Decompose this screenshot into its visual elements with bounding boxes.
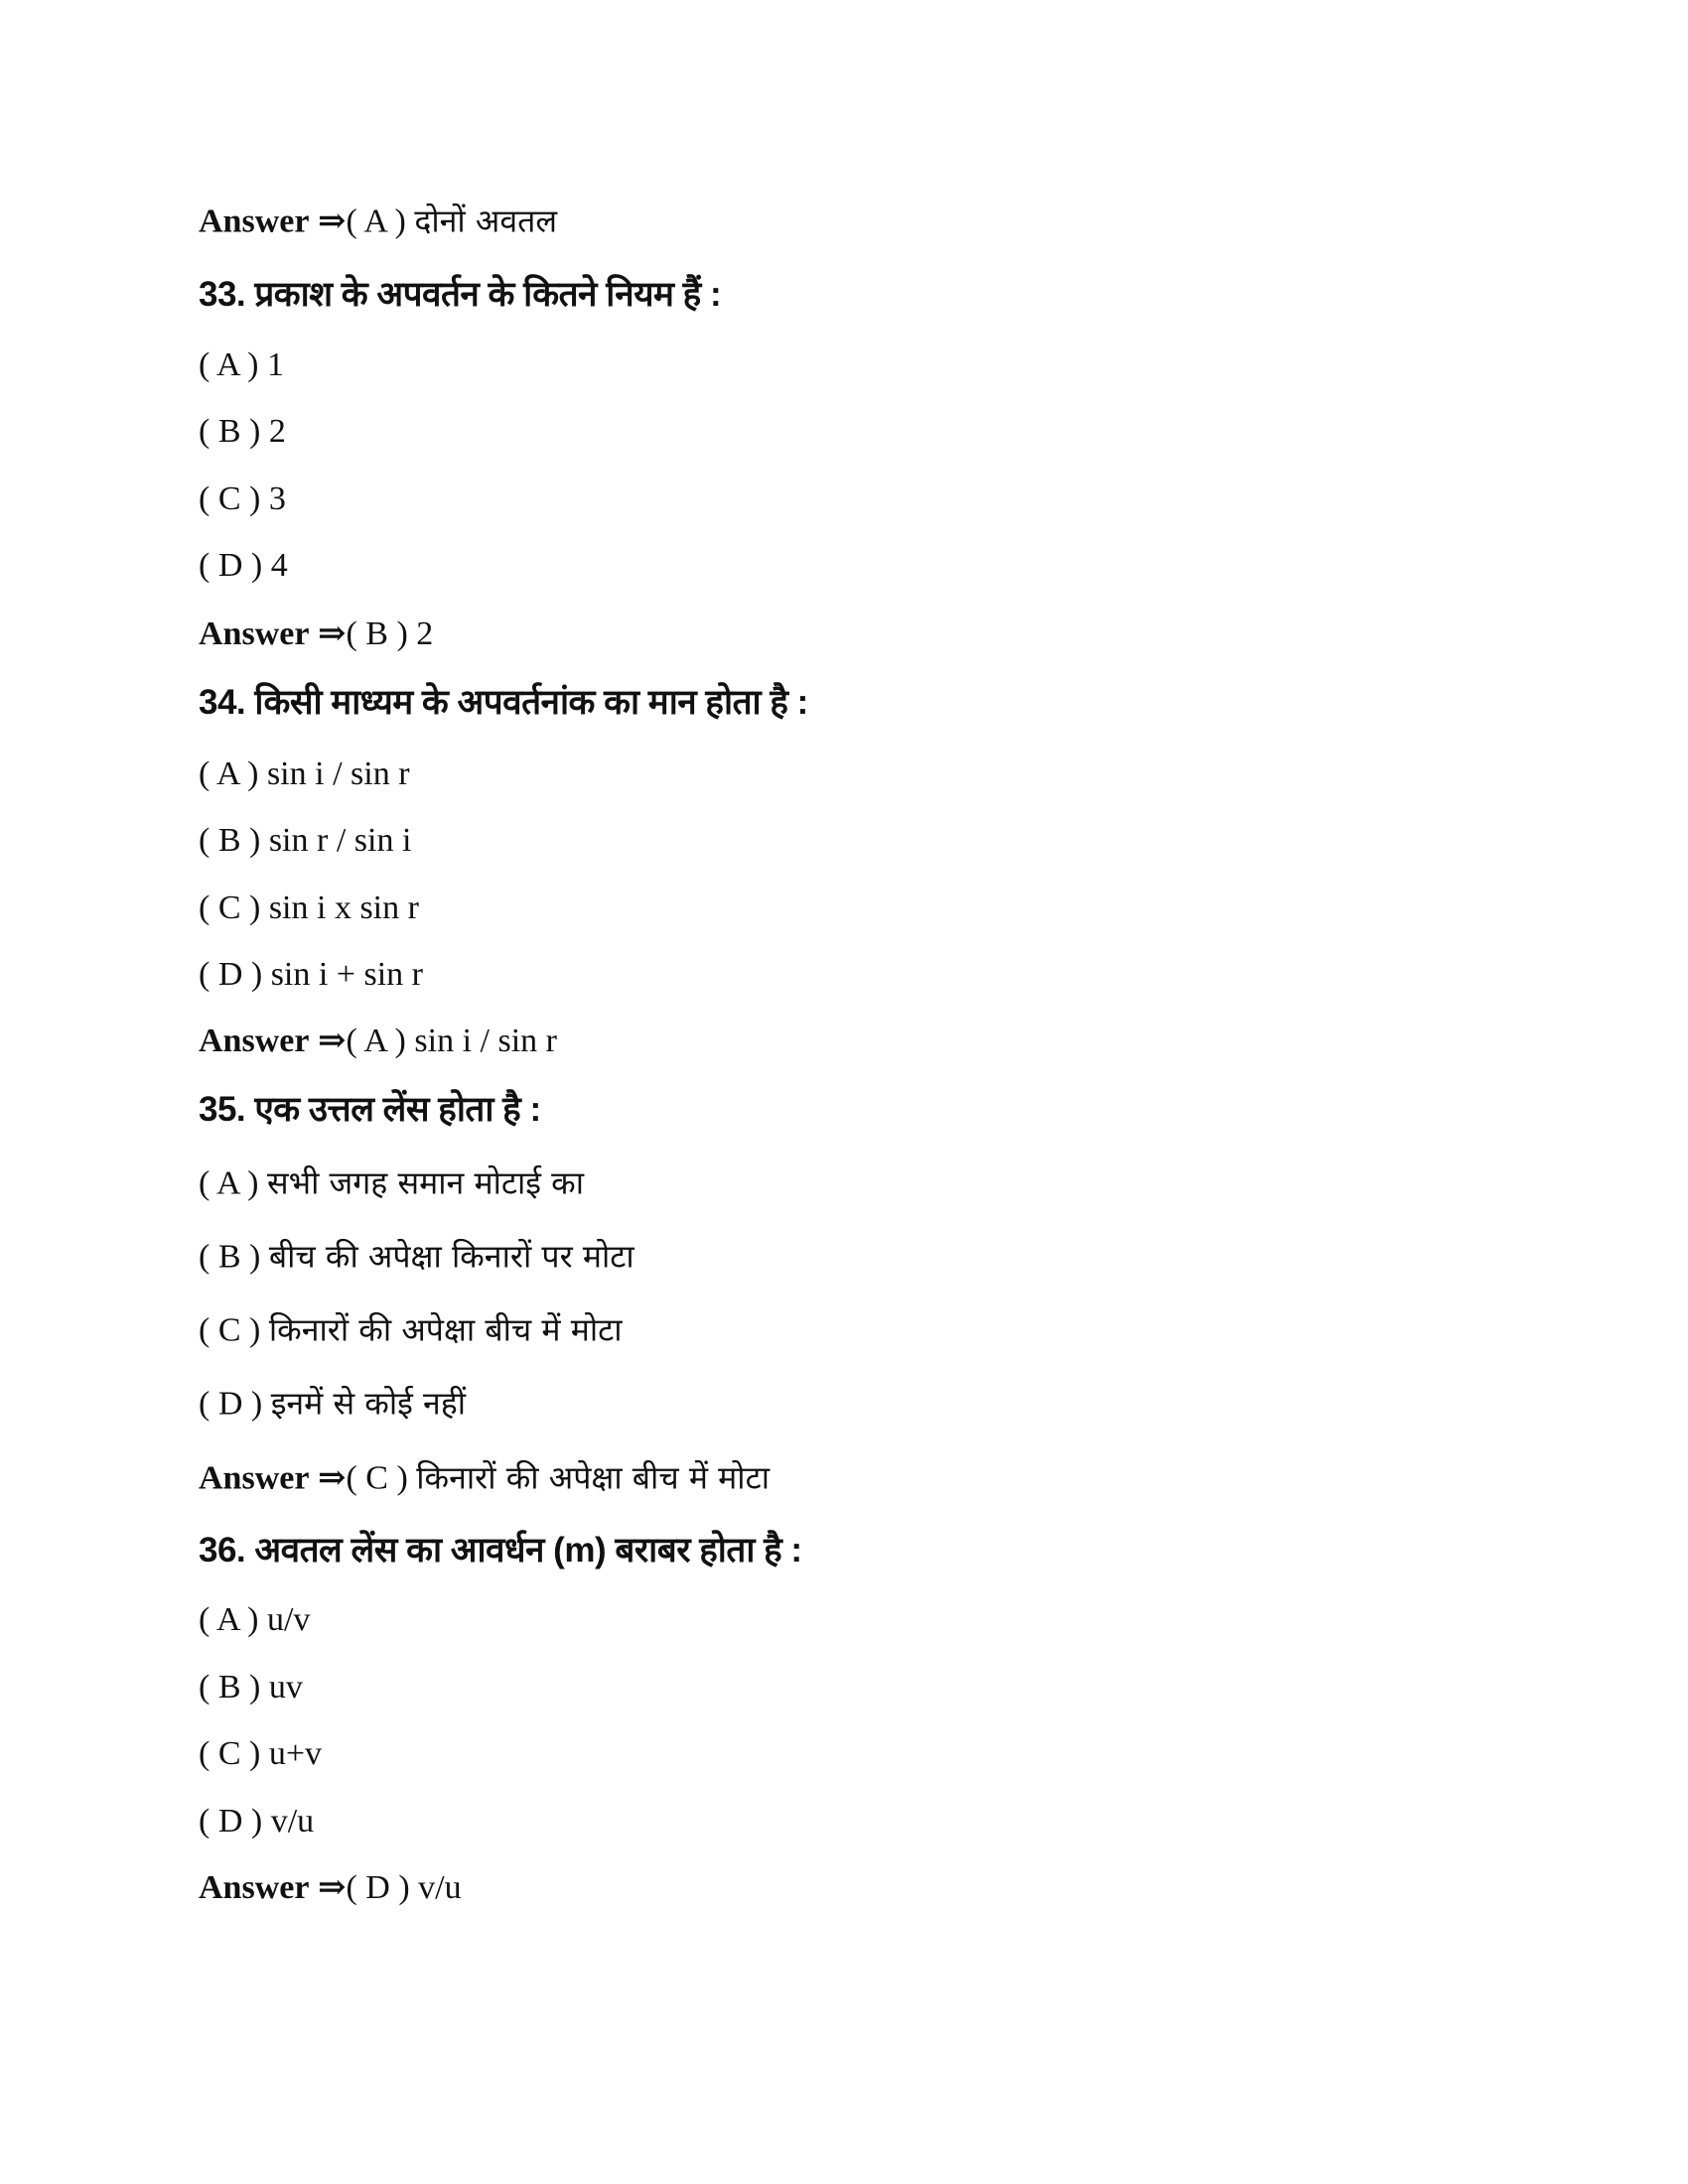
option-d (199, 1802, 314, 1842)
option-key: ( B ) (199, 1669, 261, 1706)
option-a (199, 1163, 584, 1204)
option-d (199, 546, 288, 586)
option-text: 1 (266, 346, 284, 383)
option-text: बीच की अपेक्षा किनारों पर मोटा (268, 1237, 634, 1276)
option-text: 3 (268, 480, 286, 517)
option-d (199, 1384, 466, 1425)
question-text: किसी माध्यम के अपवर्तनांक का मान होता है : (254, 683, 808, 722)
option-key: ( D ) (199, 956, 263, 993)
option-a (199, 345, 284, 385)
option-b (199, 1668, 303, 1707)
answer (199, 614, 433, 654)
answer-label: Answer (199, 1459, 310, 1497)
option-c (199, 888, 419, 928)
option-text: u+v (268, 1735, 323, 1772)
option-text: sin i x sin r (268, 889, 419, 926)
arrow-icon: ⇒ (317, 203, 347, 240)
answer (199, 1022, 557, 1061)
previous-answer (199, 202, 557, 242)
arrow-icon: ⇒ (317, 1459, 347, 1497)
answer (199, 1868, 462, 1908)
arrow-icon: ⇒ (317, 1023, 347, 1059)
question-number: 33. (199, 275, 246, 314)
option-key: ( B ) (199, 822, 261, 859)
option-text: uv (268, 1669, 303, 1706)
answer-text: दोनों अवतल (414, 202, 558, 240)
answer-option: ( B ) (346, 615, 408, 652)
option-b (199, 821, 411, 861)
arrow-icon: ⇒ (317, 615, 347, 652)
question-text: प्रकाश के अपवर्तन के कितने नियम हैं : (254, 275, 722, 314)
answer-label: Answer (199, 1023, 310, 1059)
option-key: ( A ) (199, 1601, 259, 1638)
answer-option: ( A ) (346, 1023, 406, 1059)
option-text: इनमें से कोई नहीं (270, 1384, 467, 1423)
question-33 (199, 275, 721, 315)
option-text: sin i + sin r (270, 956, 424, 993)
arrow-icon: ⇒ (317, 1869, 347, 1906)
option-c (199, 479, 286, 519)
option-d (199, 955, 423, 995)
answer-text: v/u (418, 1869, 462, 1906)
option-key: ( D ) (199, 1803, 263, 1840)
option-text: सभी जगह समान मोटाई का (266, 1163, 585, 1202)
option-key: ( D ) (199, 1385, 263, 1423)
question-number: 35. (199, 1090, 246, 1129)
question-text: अवतल लेंस का आवर्धन (m) बराबर होता है : (254, 1531, 802, 1570)
answer-label: Answer (199, 1869, 310, 1906)
option-c (199, 1734, 322, 1774)
option-b (199, 412, 286, 452)
answer-label: Answer (199, 615, 310, 652)
option-key: ( A ) (199, 755, 259, 792)
answer-option: ( C ) (346, 1459, 408, 1497)
option-text: u/v (266, 1601, 311, 1638)
question-number: 34. (199, 683, 246, 722)
answer-option: ( D ) (346, 1869, 410, 1906)
option-key: ( C ) (199, 480, 261, 517)
question-35 (199, 1090, 541, 1130)
option-text: 2 (268, 413, 286, 450)
option-b (199, 1237, 634, 1278)
option-c (199, 1310, 623, 1351)
option-a (199, 754, 410, 794)
answer-text: 2 (416, 615, 434, 652)
answer-label: Answer (199, 203, 310, 240)
option-key: ( C ) (199, 889, 261, 926)
option-key: ( C ) (199, 1311, 261, 1349)
answer-text: किनारों की अपेक्षा बीच में मोटा (416, 1458, 770, 1497)
option-text: sin i / sin r (266, 755, 410, 792)
answer (199, 1458, 770, 1499)
question-text: एक उत्तल लेंस होता है : (254, 1090, 541, 1129)
option-text: किनारों की अपेक्षा बीच में मोटा (268, 1310, 623, 1349)
option-text: v/u (270, 1803, 315, 1840)
answer-option: ( A ) (346, 203, 406, 240)
question-34 (199, 683, 808, 723)
option-key: ( B ) (199, 1238, 261, 1276)
question-number: 36. (199, 1531, 246, 1570)
question-36 (199, 1531, 802, 1570)
answer-text: sin i / sin r (414, 1023, 557, 1059)
option-key: ( A ) (199, 1164, 259, 1202)
option-key: ( D ) (199, 547, 263, 584)
option-a (199, 1600, 310, 1640)
option-key: ( C ) (199, 1735, 261, 1772)
option-text: 4 (270, 547, 288, 584)
option-key: ( B ) (199, 413, 261, 450)
option-text: sin r / sin i (268, 822, 412, 859)
option-key: ( A ) (199, 346, 259, 383)
